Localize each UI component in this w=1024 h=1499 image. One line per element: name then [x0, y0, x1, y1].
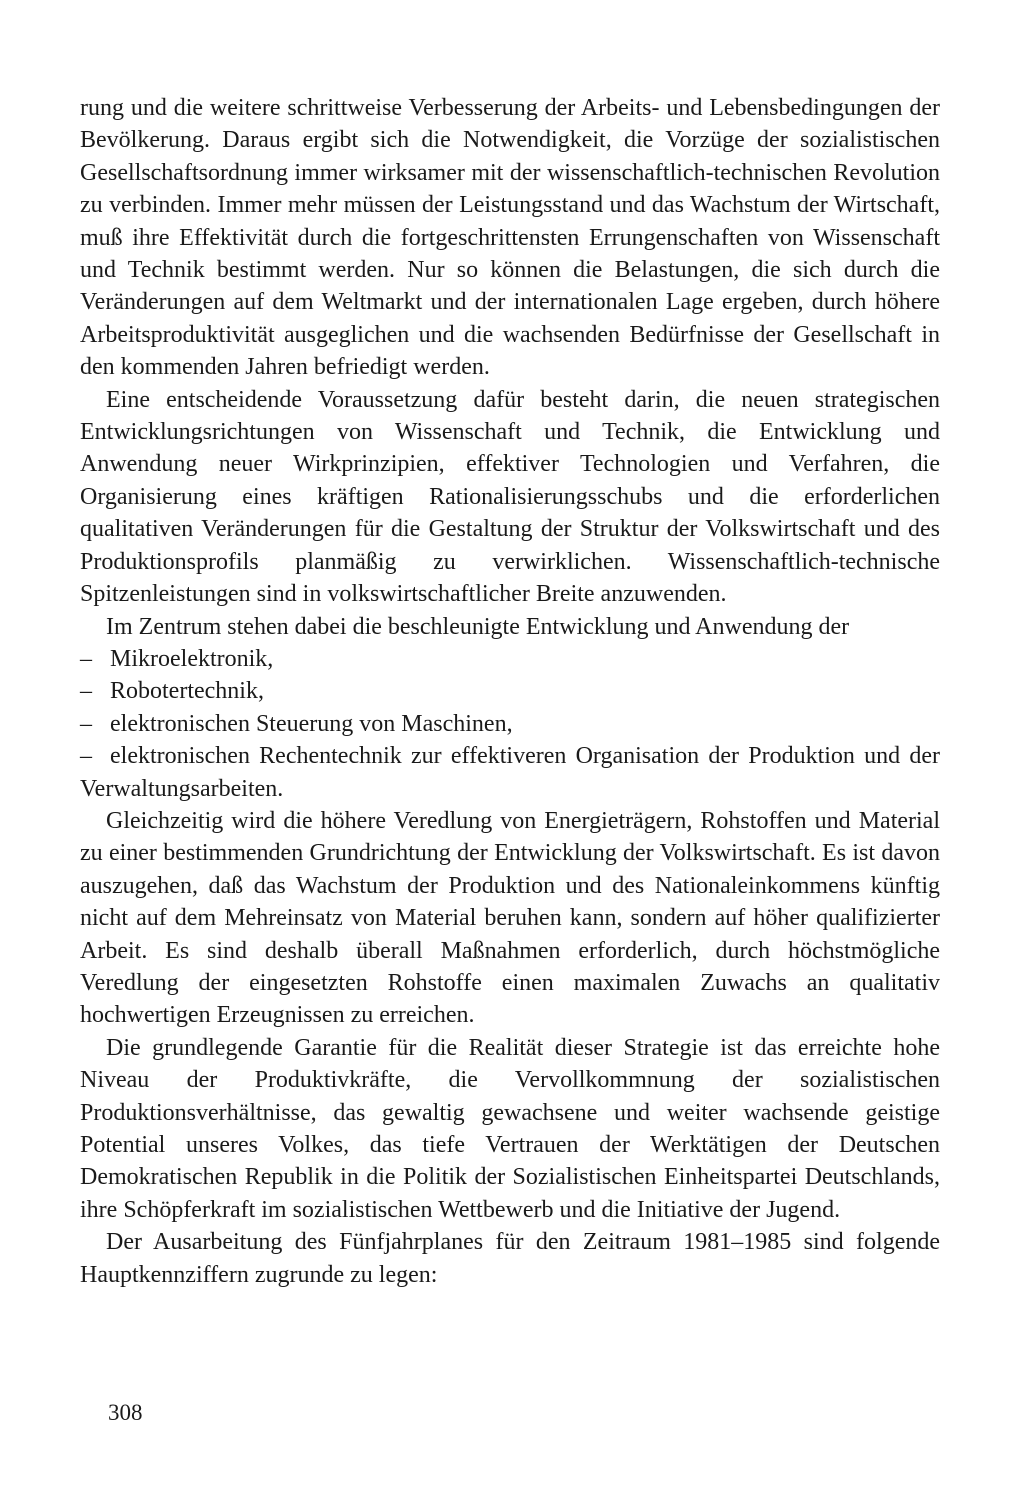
list-item-text: Mikroelektronik,	[110, 645, 274, 672]
page-number: 308	[108, 1400, 143, 1425]
paragraph-strategy: Eine entscheidende Voraussetzung dafür besteht darin, die neuen strategischen Entwicklungsrichtungen von Wissenschaft und Technik, die Entwicklung und Anwendung neuer Wirkprinzipien, effektiver Technologien und Verfahren, die Organisierung eines kräftigen Rationalisierungsschubs und die erforderlichen qualitativen Veränderungen für die Gestaltung der Struktur der Volkswirtschaft und des Produktionsprofils planmäßig zu verwirklichen. Wissenschaftlich-technische Spitzenleistungen sind in volkswirtschaftlicher Breite anzuwenden.	[80, 386, 940, 608]
body-text	[80, 92, 940, 1291]
list-item-text: elektronischen Steuerung von Maschinen,	[110, 710, 513, 737]
dash-marker: –	[80, 710, 92, 737]
list-item-text: Robotertechnik,	[110, 678, 264, 705]
dash-marker: –	[80, 645, 92, 672]
technology-list	[80, 643, 940, 805]
paragraph-refinement: Gleichzeitig wird die höhere Veredlung von Energieträgern, Rohstoffen und Material zu einer bestimmenden Grundrichtung der Entwicklung der Volkswirtschaft. Es ist davon auszugehen, daß das Wachstum der Produktion und des Nationaleinkommens künftig nicht auf dem Mehreinsatz von Material beruhen kann, sondern auf höher qualifizierter Arbeit. Es sind deshalb überall Maßnahmen erforderlich, durch höchstmögliche Veredlung der eingesetzten Rohstoffe einen maximalen Zuwachs an qualitativ hochwertigen Erzeugnissen zu erreichen.	[80, 807, 940, 1029]
dash-marker: –	[80, 743, 92, 770]
list-item	[80, 675, 940, 707]
paragraph-five-year-plan: Der Ausarbeitung des Fünfjahrplanes für den Zeitraum 1981–1985 sind folgende Hauptkennziffern zugrunde zu legen:	[80, 1229, 940, 1288]
paragraph-list-intro: Im Zentrum stehen dabei die beschleunigte Entwicklung und Anwendung der	[106, 613, 850, 640]
list-item	[80, 708, 940, 740]
list-item	[80, 643, 940, 675]
dash-marker: –	[80, 678, 92, 705]
list-item-text: elektronischen Rechentechnik zur effektiveren Organisation der Produktion und der Verwaltungsarbeiten.	[80, 743, 940, 802]
list-item	[80, 740, 940, 805]
paragraph-guarantee: Die grundlegende Garantie für die Realität dieser Strategie ist das erreichte hohe Niveau der Produktivkräfte, die Vervollkommnung der sozialistischen Produktionsverhältnisse, das gewaltig gewachsene und weiter wachsende geistige Potential unseres Volkes, das tiefe Vertrauen der Werktätigen der Deutschen Demokratischen Republik in die Politik der Sozialistischen Einheitspartei Deutschlands, ihre Schöpferkraft im sozialistischen Wettbewerb und die Initiative der Jugend.	[80, 1034, 940, 1223]
paragraph-continuation: rung und die weitere schrittweise Verbesserung der Arbeits- und Lebensbedingungen der Bevölkerung. Daraus ergibt sich die Notwendigkeit, die Vorzüge der sozialistischen Gesellschaftsordnung immer wirksamer mit der wissenschaftlich-technischen Revolution zu verbinden. Immer mehr müssen der Leistungsstand und das Wachstum der Wirtschaft, muß ihre Effektivität durch die fortgeschrittensten Errungenschaften von Wissenschaft und Technik bestimmt werden. Nur so können die Belastungen, die sich durch die Veränderungen auf dem Weltmarkt und der internationalen Lage ergeben, durch höhere Arbeitsproduktivität ausgeglichen und die wachsenden Bedürfnisse der Gesellschaft in den kommenden Jahren befriedigt werden.	[80, 95, 940, 381]
